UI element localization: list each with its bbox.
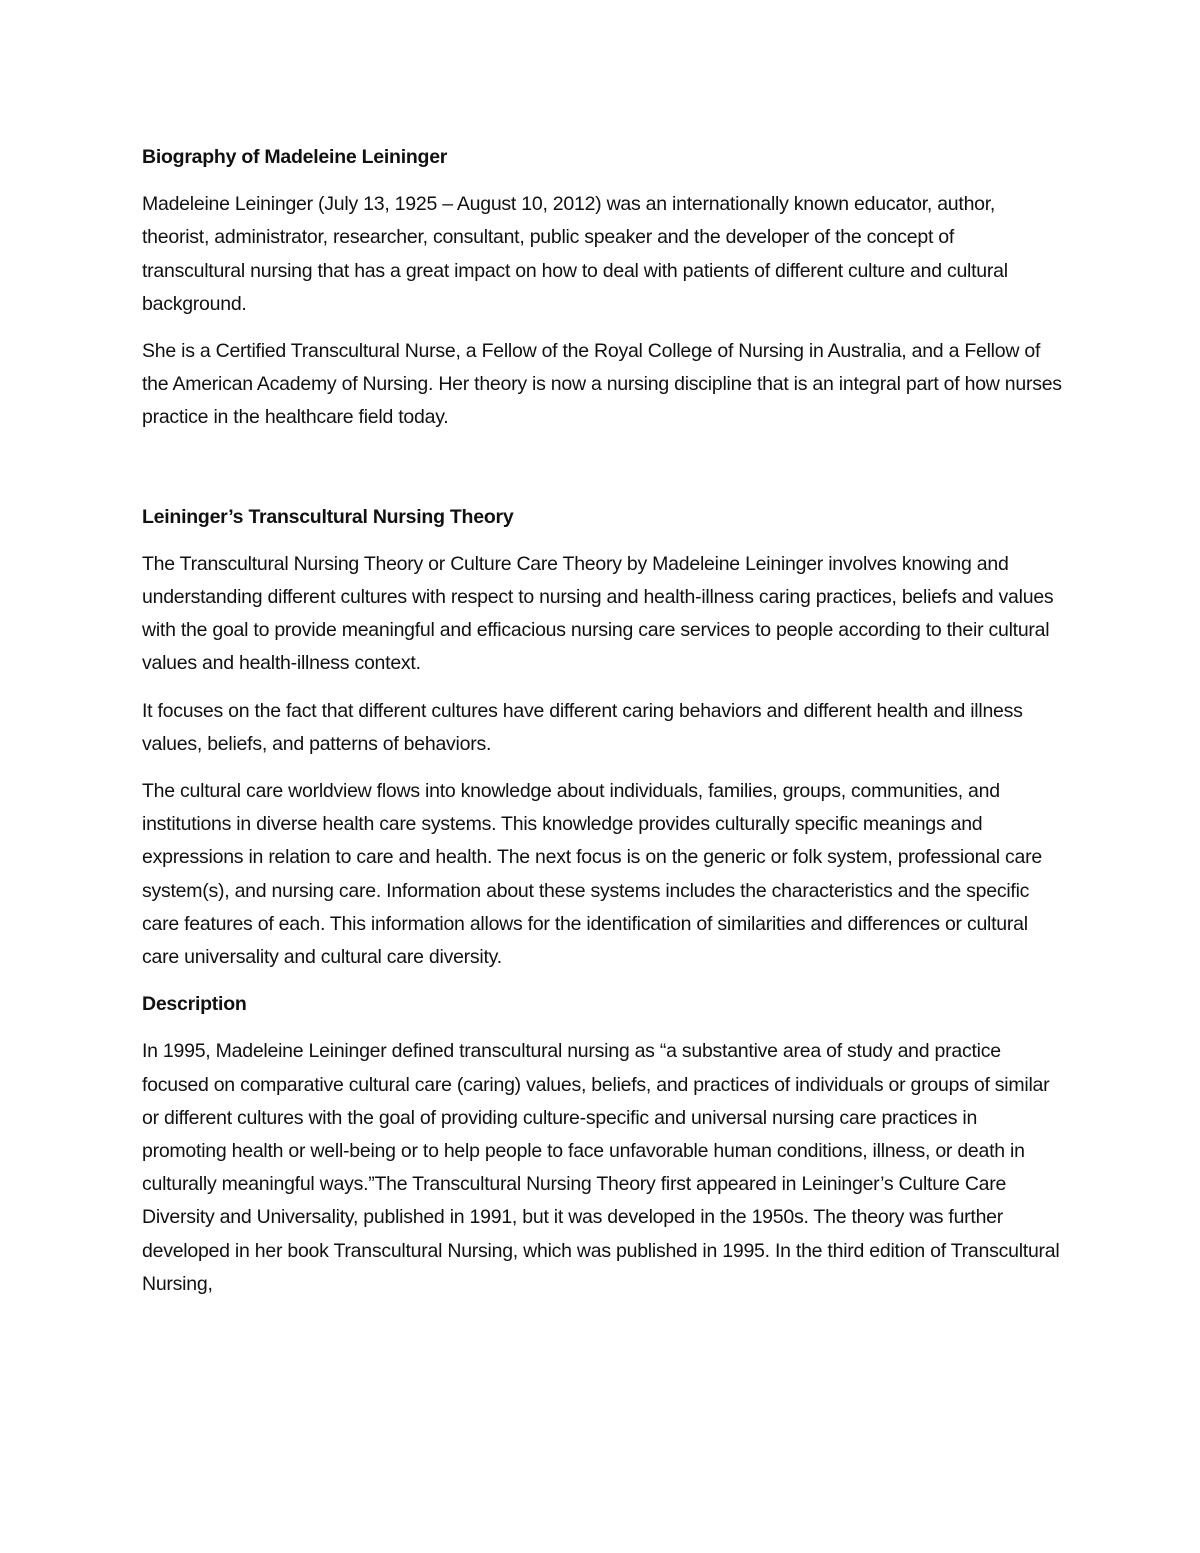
theory-paragraph-3: The cultural care worldview flows into knowledge about individuals, families, groups, communities, and institutions in diverse health care systems. This knowledge provides culturally specific meanings and expressions in relation to care and health. The next focus is on the generic or folk system, professional care system(s), and nursing care. Information about these systems includes the characteristics and the specific care features of each. This information allows for the identification of similarities and differences or cultural care universality and cultural care diversity. xyxy=(142,780,1042,969)
description-paragraph-1: In 1995, Madeleine Leininger defined transcultural nursing as “a substantive area of study and practice focused on comparative cultural care (caring) values, beliefs, and practices of individuals or groups of similar or different cultures with the goal of providing culture-specific and universal nursing care practices in promoting health or well-being or to help people to face unfavorable human conditions, illness, or death in culturally meaningful ways.”The Transcultural Nursing Theory first appeared in Leininger’s Culture Care Diversity and Universality, published in 1991, but it was developed in the 1950s. The theory was further developed in her book Transcultural Nursing, which was published in 1995. In the third edition of Transcultural Nursing, xyxy=(142,1040,1060,1295)
theory-heading: Leininger’s Transcultural Nursing Theory xyxy=(142,505,514,528)
theory-paragraph-2: It focuses on the fact that different cultures have different caring behaviors and different health and illness values, beliefs, and patterns of behaviors. xyxy=(142,699,1023,755)
biography-paragraph-2: She is a Certified Transcultural Nurse, a Fellow of the Royal College of Nursing in Australia, and a Fellow of the American Academy of Nursing. Her theory is now a nursing discipline that is an integral part of how nurses practice in the healthcare field today. xyxy=(142,340,1062,429)
document-body xyxy=(142,141,1062,1315)
theory-paragraph-1: The Transcultural Nursing Theory or Culture Care Theory by Madeleine Leininger involves knowing and understanding different cultures with respect to nursing and health-illness caring practices, beliefs and values with the goal to provide meaningful and efficacious nursing care services to people according to their cultural values and health-illness context. xyxy=(142,552,1054,675)
biography-paragraph-1: Madeleine Leininger (July 13, 1925 – August 10, 2012) was an internationally known educator, author, theorist, administrator, researcher, consultant, public speaker and the developer of the concept of transcultural nursing that has a great impact on how to deal with patients of different culture and cultural background. xyxy=(142,193,1008,315)
biography-heading: Biography of Madeleine Leininger xyxy=(142,146,448,168)
section-spacer xyxy=(142,449,1062,501)
description-heading: Description xyxy=(142,993,247,1016)
